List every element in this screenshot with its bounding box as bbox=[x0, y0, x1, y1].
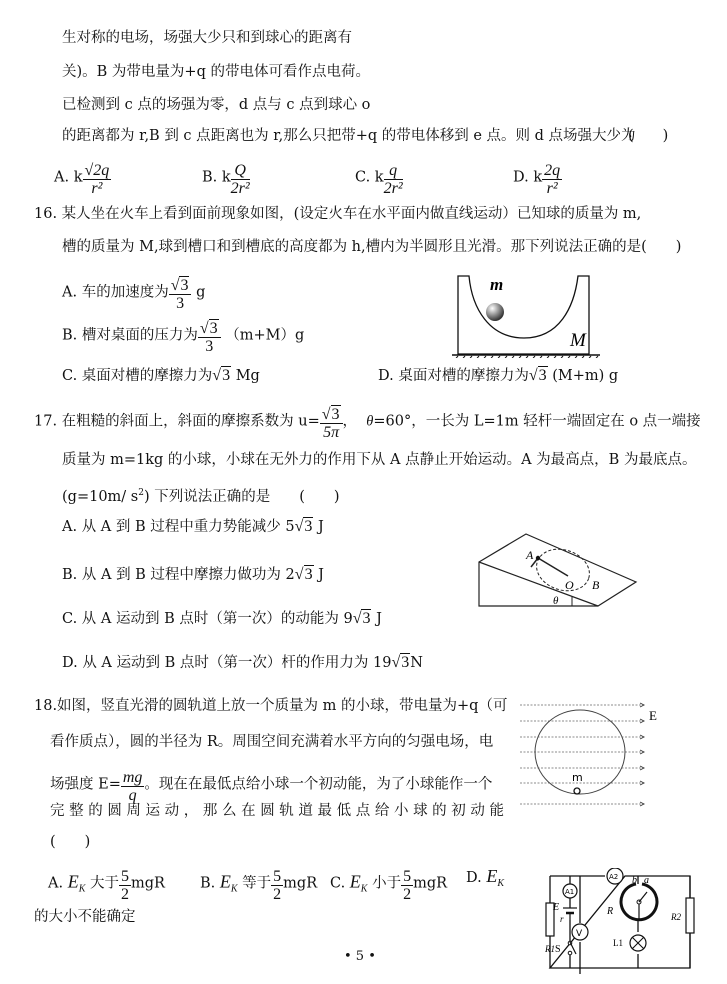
q15-option-a[interactable] bbox=[54, 160, 111, 195]
denominator: r² bbox=[91, 180, 103, 197]
superscript: 2 bbox=[138, 488, 144, 498]
q18-option-b[interactable] bbox=[200, 866, 317, 901]
k-const: k bbox=[533, 169, 543, 186]
numerator: 5 bbox=[120, 868, 129, 885]
incline-figure bbox=[476, 530, 651, 610]
denominator: 3 bbox=[176, 295, 185, 312]
label-l1: L1 bbox=[613, 938, 623, 948]
theta-symbol: θ bbox=[366, 413, 374, 430]
q18-option-c[interactable] bbox=[330, 866, 447, 901]
q18-line-5: ( ) bbox=[50, 834, 91, 850]
numerator: 5 bbox=[273, 868, 282, 885]
option-text: C. 从 A 运动到 B 点时（第一次）的动能为 9 bbox=[62, 611, 353, 627]
radicand: 3 bbox=[331, 406, 340, 423]
ground-hatching bbox=[452, 356, 598, 358]
q17-text-a: 17. 在粗糙的斜面上，斜面的摩擦系数为 u= bbox=[34, 413, 320, 430]
option-label: A. bbox=[54, 169, 70, 186]
radicand: 3 bbox=[222, 367, 231, 384]
denominator: 5π bbox=[323, 424, 340, 441]
ek-subscript: K bbox=[497, 877, 504, 889]
ball-label: m bbox=[572, 771, 583, 784]
q18-line-2: 看作质点），圆的半径为 R。周围空间充满着水平方向的匀强电场，电 bbox=[50, 734, 494, 750]
q15-line-4: 的距离都为 r,B 到 c 点距离也为 r,那么只把带+q 的带电体移到 e 点。则 d 点场强大少为 bbox=[62, 128, 636, 144]
q17-option-d[interactable]: D. 从 A 运动到 B 点时（第一次）杆的作用力为 19√3N bbox=[62, 654, 423, 671]
radicand: 3 bbox=[304, 518, 313, 535]
numerator: q bbox=[384, 162, 403, 180]
label-b: b bbox=[632, 875, 637, 886]
option-label: C. bbox=[355, 169, 371, 186]
mu-fraction: $\frac{√3}{5\pi}$ bbox=[320, 406, 343, 441]
fraction bbox=[83, 162, 112, 197]
fraction: $\frac{√3}{3}$ bbox=[198, 320, 221, 355]
comparison-word: 等于 bbox=[242, 875, 272, 892]
option-text: B. 槽对桌面的压力为 bbox=[62, 327, 198, 344]
unit: J bbox=[317, 519, 324, 535]
fraction: $\frac{√3}{3}$ bbox=[169, 277, 192, 312]
option-label: B. bbox=[200, 875, 216, 892]
radicand: 3 bbox=[362, 610, 371, 627]
sqrt-sign: √ bbox=[84, 162, 94, 179]
option-label: B. bbox=[202, 169, 218, 186]
denominator: r² bbox=[546, 180, 558, 197]
fraction bbox=[119, 868, 131, 903]
q18-line-3 bbox=[50, 767, 492, 802]
numerator: 5 bbox=[403, 868, 412, 885]
field-label: E bbox=[649, 708, 657, 723]
q15-line-3: 已检测到 c 点的场强为零，d 点与 c 点到球心 o bbox=[62, 97, 371, 113]
option-tail: (M+m) g bbox=[552, 368, 619, 384]
radicand: 3 bbox=[180, 277, 189, 294]
denominator: 2 bbox=[120, 886, 129, 903]
ek-symbol: E bbox=[219, 871, 231, 892]
q18-line-4: 完 整 的 圆 周 运 动 ， 那 么 在 圆 轨 道 最 低 点 给 小 球 的 初 动 能 bbox=[50, 803, 505, 819]
q18-option-a[interactable] bbox=[48, 866, 165, 901]
comparison-word: 小于 bbox=[372, 875, 402, 892]
q15-answer-blank: ( ) bbox=[628, 128, 669, 144]
q16-line-1: 16. 某人坐在火车上看到面前现象如图，(设定火车在水平面内做直线运动）已知球的质量为 m, bbox=[34, 206, 642, 222]
unit: J bbox=[376, 611, 382, 627]
option-label: D. bbox=[466, 870, 482, 886]
q17-option-c[interactable]: C. 从 A 运动到 B 点时（第一次）的动能为 9√3 J bbox=[62, 610, 382, 627]
dashed-orbit bbox=[531, 543, 595, 598]
q16-option-b[interactable] bbox=[62, 318, 304, 353]
option-label: D. bbox=[513, 169, 529, 186]
q15-line-2: 关)。B 为带电量为+q 的带电体可看作点电荷。 bbox=[62, 64, 370, 80]
label-v: V bbox=[576, 929, 583, 939]
q17-text-b: ， bbox=[342, 413, 358, 430]
ek-subscript: K bbox=[78, 883, 86, 895]
denominator: 3 bbox=[205, 338, 214, 355]
comparison-word: 大于 bbox=[89, 875, 119, 892]
option-tail: mgR bbox=[283, 875, 318, 892]
q17-line-3 bbox=[62, 484, 340, 506]
ek-subscript: K bbox=[360, 883, 368, 895]
ball-label: m bbox=[490, 275, 504, 294]
q15-option-b[interactable] bbox=[202, 160, 250, 195]
ek-symbol: E bbox=[349, 871, 361, 892]
q17-text-c: =60°，一长为 L=1m 轻杆一端固定在 o 点一端接 bbox=[373, 413, 701, 430]
option-text: B. 从 A 到 B 过程中摩擦力做功为 2 bbox=[62, 567, 295, 583]
label-a2: A2 bbox=[609, 873, 619, 881]
q15-line-1: 生对称的电场，场强大少只和到球心的距离有 bbox=[62, 30, 352, 46]
q16-line-2: 槽的质量为 M,球到槽口和到槽底的高度都为 h,槽内为半圆形且光滑。那下列说法正确的是( ) bbox=[62, 239, 682, 255]
fraction bbox=[271, 868, 283, 903]
q18-option-d[interactable] bbox=[466, 866, 504, 889]
label-b: B bbox=[592, 578, 600, 592]
option-tail: mgR bbox=[413, 875, 448, 892]
label-r: r bbox=[560, 914, 564, 924]
label-r-main: R bbox=[607, 906, 614, 917]
numerator: 2q bbox=[93, 162, 110, 179]
q18-text: 场强度 E= bbox=[50, 776, 121, 793]
k-const: k bbox=[221, 169, 231, 186]
trough-figure bbox=[444, 268, 604, 358]
ball bbox=[486, 303, 504, 321]
q16-option-a[interactable] bbox=[62, 275, 205, 310]
q18-text: 。现在在最低点给小球一个初动能，为了小球能作一个 bbox=[144, 776, 493, 793]
label-theta: θ bbox=[553, 595, 559, 607]
option-text: A. 车的加速度为 bbox=[62, 284, 169, 301]
page-number: • 5 • bbox=[344, 949, 376, 964]
q18-line-1: 18.如图，竖直光滑的圆轨道上放一个质量为 m 的小球，带电量为+q（可 bbox=[34, 698, 508, 714]
numerator: 2q bbox=[544, 162, 561, 179]
q15-option-c[interactable] bbox=[355, 160, 403, 195]
label-a1: A1 bbox=[565, 888, 575, 896]
k-const: k bbox=[374, 169, 384, 186]
fraction bbox=[231, 162, 250, 197]
q15-option-d[interactable] bbox=[513, 160, 562, 195]
switch-contact bbox=[568, 951, 572, 955]
q16-option-d[interactable]: D. 桌面对槽的摩擦力为√3 (M+m) g bbox=[378, 367, 619, 384]
unit: J bbox=[318, 567, 324, 583]
slider-arm bbox=[639, 892, 647, 902]
radicand: 3 bbox=[304, 566, 313, 583]
fraction bbox=[384, 162, 403, 197]
field-arrowheads bbox=[640, 703, 644, 806]
field-figure bbox=[515, 700, 675, 820]
ek-symbol: E bbox=[486, 866, 498, 886]
label-a: A bbox=[526, 548, 534, 562]
numerator: mg bbox=[122, 769, 143, 786]
label-s: S bbox=[555, 944, 561, 955]
q17-line-1 bbox=[34, 404, 701, 439]
option-tail: Mg bbox=[235, 368, 260, 384]
circuit-diagram bbox=[545, 868, 695, 980]
option-tail: g bbox=[196, 284, 206, 301]
option-label: C. bbox=[330, 875, 346, 892]
label-e: E bbox=[553, 902, 560, 913]
option-label: A. bbox=[48, 875, 64, 892]
radicand: 3 bbox=[209, 320, 218, 337]
ek-subscript: K bbox=[230, 883, 238, 895]
radicand: 3 bbox=[538, 367, 547, 384]
k-const: k bbox=[73, 169, 83, 186]
radicand: 3 bbox=[401, 654, 410, 671]
label-r1: R1 bbox=[545, 944, 555, 954]
denominator: 2 bbox=[273, 886, 282, 903]
option-text: D. 桌面对槽的摩擦力为 bbox=[378, 368, 529, 384]
incline-edge bbox=[479, 562, 598, 606]
rod bbox=[538, 558, 568, 576]
denominator: 2 bbox=[403, 886, 412, 903]
unit: N bbox=[410, 655, 423, 671]
label-r2: R2 bbox=[671, 912, 681, 922]
q18-option-d-continued: 的大小不能确定 bbox=[34, 909, 136, 925]
label-o: O bbox=[565, 578, 574, 592]
option-tail: （m+M）g bbox=[225, 327, 305, 344]
q17-option-a[interactable]: A. 从 A 到 B 过程中重力势能减少 5√3 J bbox=[62, 518, 324, 535]
resistor-r2 bbox=[686, 898, 694, 933]
small-ball bbox=[574, 788, 580, 794]
label-a: a bbox=[644, 875, 649, 886]
option-tail: mgR bbox=[130, 875, 165, 892]
fraction bbox=[542, 162, 562, 197]
q17-option-b[interactable]: B. 从 A 到 B 过程中摩擦力做功为 2√3 J bbox=[62, 566, 324, 583]
e-fraction bbox=[121, 769, 145, 804]
q17-text: (g=10m/ s bbox=[62, 488, 139, 505]
denominator: 2r² bbox=[383, 180, 403, 197]
ek-symbol: E bbox=[67, 871, 79, 892]
option-text: A. 从 A 到 B 过程中重力势能减少 5 bbox=[62, 519, 295, 535]
q17-text: ) 下列说法正确的是 ( ) bbox=[143, 488, 340, 505]
trough-label: M bbox=[570, 330, 586, 351]
q16-option-c[interactable]: C. 桌面对槽的摩擦力为√3 Mg bbox=[62, 367, 260, 384]
option-text: C. 桌面对槽的摩擦力为 bbox=[62, 368, 213, 384]
denominator: 2r² bbox=[230, 180, 250, 197]
numerator: Q bbox=[231, 162, 250, 180]
q17-line-2: 质量为 m=1kg 的小球，小球在无外力的作用下从 A 点静止开始运动。A 为最高点，B 为最底点。 bbox=[62, 452, 697, 468]
denominator: q bbox=[128, 787, 137, 804]
ball-a bbox=[536, 556, 540, 560]
fraction bbox=[401, 868, 413, 903]
option-text: D. 从 A 运动到 B 点时（第一次）杆的作用力为 19 bbox=[62, 655, 392, 671]
